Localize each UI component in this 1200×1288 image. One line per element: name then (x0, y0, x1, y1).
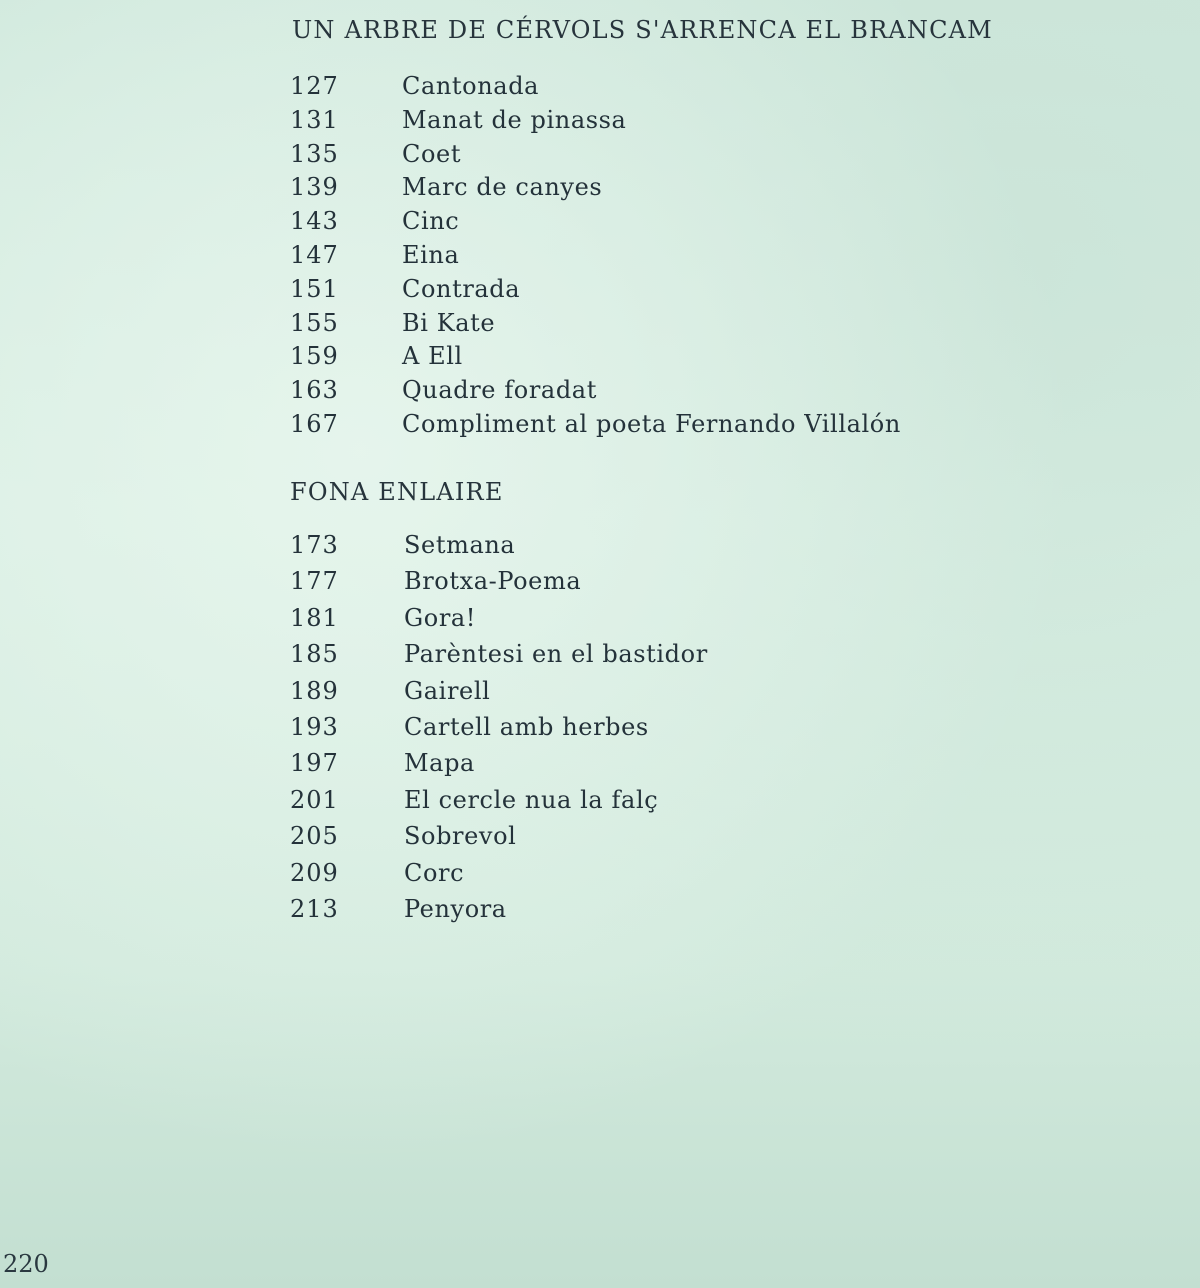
toc-entry-title: A Ell (402, 342, 463, 371)
toc-page-number: 213 (290, 894, 339, 923)
toc-page-number: 167 (290, 409, 339, 438)
toc-page-number: 205 (290, 822, 339, 851)
toc-entry-title: Marc de canyes (402, 173, 603, 202)
toc-entry-title: Parèntesi en el bastidor (404, 640, 708, 669)
toc-page-number: 143 (290, 207, 339, 236)
toc-entry-title: Bi Kate (402, 308, 496, 337)
toc-entry-title: Sobrevol (404, 822, 517, 851)
toc-entry-title: Quadre foradat (402, 376, 597, 405)
toc-entry-title: Coet (402, 139, 462, 168)
toc-page-number: 185 (290, 640, 339, 669)
toc-page-number: 151 (290, 274, 339, 303)
toc-entry-title: Corc (404, 858, 465, 887)
toc-page-number: 173 (290, 531, 339, 559)
toc-entry-title: Cantonada (402, 72, 540, 100)
toc-page-number: 127 (290, 72, 339, 100)
toc-page-number: 181 (290, 603, 339, 632)
toc-page-number: 163 (290, 376, 339, 405)
toc-entry-title: Compliment al poeta Fernando Villalón (402, 409, 901, 438)
toc-page-number: 139 (290, 173, 339, 202)
toc-entry-title: Manat de pinassa (402, 105, 627, 134)
toc-entry-title: Mapa (404, 749, 475, 778)
toc-entry-title: Setmana (404, 531, 516, 559)
toc-entry-title: Penyora (404, 894, 507, 923)
toc-entry-title: Brotxa-Poema (404, 567, 582, 596)
toc-entry-title: Cinc (402, 207, 460, 236)
toc-page-number: 155 (290, 308, 339, 337)
toc-page-number: 159 (290, 342, 339, 371)
toc-entry-title: Cartell amb herbes (404, 712, 649, 741)
toc-page-number: 197 (290, 749, 339, 778)
section-title: UN ARBRE DE CÉRVOLS S'ARRENCA EL BRANCAM (292, 16, 993, 44)
toc-page-number: 209 (290, 858, 339, 887)
toc-page-number: 131 (290, 105, 339, 134)
toc-page-number: 135 (290, 139, 339, 168)
toc-entry-title: Gairell (404, 676, 491, 705)
toc-entry-title: El cercle nua la falç (404, 785, 659, 814)
toc-entry-title: Eina (402, 240, 460, 269)
page-folio-number: 220 (3, 1250, 49, 1278)
toc-page-number: 189 (290, 676, 339, 705)
toc-page-number: 147 (290, 240, 339, 269)
toc-page-number: 193 (290, 712, 339, 741)
toc-entry-title: Gora! (404, 603, 477, 632)
toc-page-number: 177 (290, 567, 339, 596)
section-title: FONA ENLAIRE (290, 478, 504, 506)
toc-entry-title: Contrada (402, 274, 521, 303)
toc-page-number: 201 (290, 785, 339, 814)
